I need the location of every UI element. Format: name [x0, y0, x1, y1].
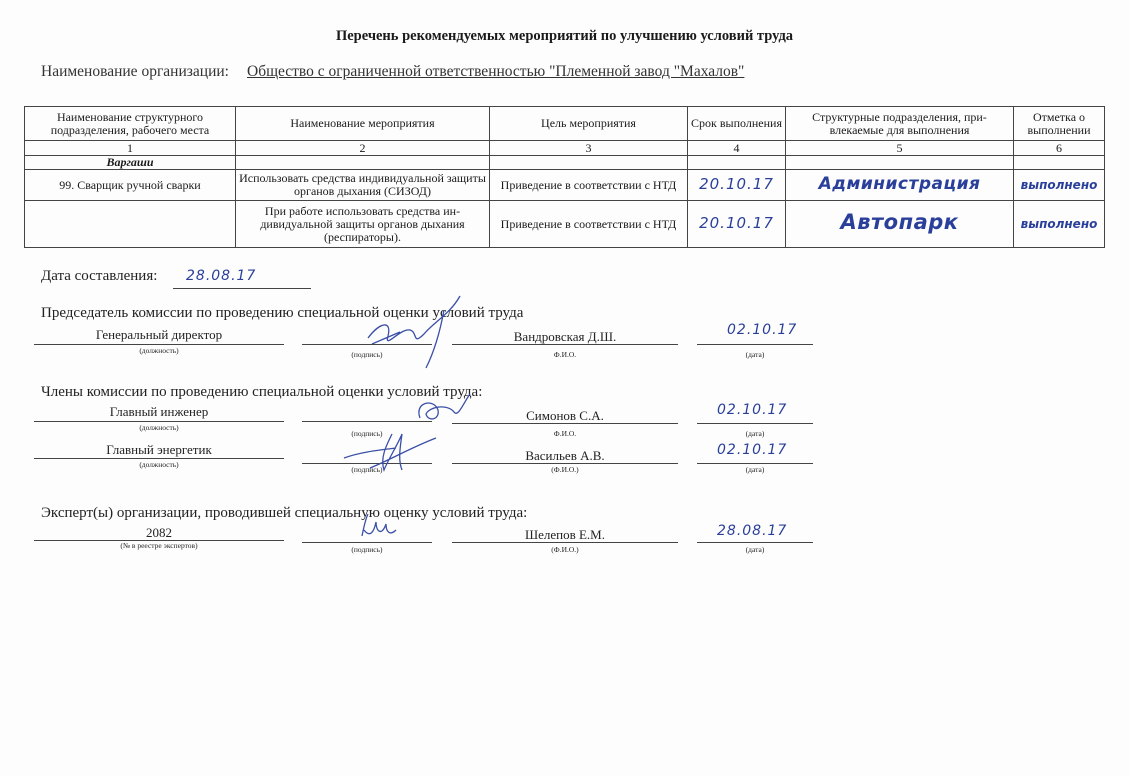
header-departments: Структурные подразделения, при-влекаемые для выполнения [786, 107, 1014, 141]
table-row [25, 201, 1105, 248]
table-row [25, 170, 1105, 201]
caption-position: (должность) [139, 346, 179, 355]
caption-fio: (Ф.И.О.) [551, 465, 579, 474]
caption-registry: (№ в реестре экспертов) [120, 541, 198, 550]
expert-heading: Эксперт(ы) организации, проводившей специальную оценку условий труда: [41, 505, 528, 521]
workplace-cell: 99. Сварщик ручной сварки [25, 170, 236, 201]
members-heading: Члены комиссии по проведению специальной оценки условий труда: [41, 384, 483, 400]
department-row [25, 156, 1105, 170]
document-title: Перечень рекомендуемых мероприятий по улучшению условий труда [335, 28, 794, 44]
chairman-name: Вандровская Д.Ш. [513, 329, 617, 344]
caption-date: (дата) [745, 465, 765, 474]
member-name: Симонов С.А. [526, 408, 604, 423]
org-name: Общество с ограниченной ответственностью "Племенной завод "Махалов" [247, 63, 745, 80]
chairman-position: Генеральный директор [95, 327, 223, 342]
header-goal: Цель мероприятия [490, 107, 688, 141]
goal-cell: Приведение в соответствии с НТД [490, 201, 688, 248]
mark-handwritten: выполнено [1020, 216, 1098, 231]
header-measure: Наименование мероприятия [236, 107, 490, 141]
deadline-handwritten: 20.10.17 [699, 175, 774, 193]
departments-handwritten: Автопарк [840, 210, 959, 234]
column-number: 1 [25, 141, 236, 156]
caption-position: (должность) [139, 423, 179, 432]
column-number: 6 [1014, 141, 1105, 156]
compiled-date-handwritten: 28.08.17 [186, 268, 257, 284]
caption-signature: (подпись) [351, 429, 383, 438]
mark-handwritten: выполнено [1020, 177, 1098, 192]
expert-registry-number: 2082 [146, 525, 172, 540]
caption-signature: (подпись) [351, 545, 383, 554]
caption-fio: Ф.И.О. [553, 429, 577, 438]
member-name: Васильев А.В. [525, 448, 605, 463]
header-deadline: Срок выполнения [688, 107, 786, 141]
caption-signature: (подпись) [351, 350, 383, 359]
member-date-handwritten: 02.10.17 [717, 402, 788, 418]
member-signature-image [340, 430, 440, 475]
column-number: 5 [786, 141, 1014, 156]
compiled-label: Дата составления: [41, 268, 158, 284]
member-position: Главный энергетик [106, 442, 212, 457]
column-number: 4 [688, 141, 786, 156]
deadline-handwritten: 20.10.17 [699, 214, 774, 232]
goal-cell: Приведение в соответствии с НТД [490, 170, 688, 201]
department-name: Варгаши [25, 156, 236, 170]
header-mark: Отметка о выполнении [1014, 107, 1105, 141]
expert-date-handwritten: 28.08.17 [717, 523, 788, 539]
chairman-signature-image [360, 292, 470, 372]
member-position: Главный инженер [109, 404, 209, 419]
expert-signature-image [358, 510, 398, 542]
member-date-handwritten: 02.10.17 [717, 442, 788, 458]
header-workplace: Наименование структурного подразделения, рабочего места [25, 107, 236, 141]
caption-fio: (Ф.И.О.) [551, 545, 579, 554]
caption-date: (дата) [745, 545, 765, 554]
measure-cell: При работе использовать средства ин-дивидуальной защиты органов дыхания (респираторы). [236, 201, 490, 248]
departments-handwritten: Администрация [818, 174, 981, 194]
column-numbers-row [25, 141, 1105, 156]
member-signature-image [414, 392, 474, 432]
caption-date: (дата) [745, 350, 765, 359]
table-header-row [25, 107, 1105, 141]
org-label: Наименование организации: [41, 63, 229, 80]
chairman-date-handwritten: 02.10.17 [727, 322, 798, 338]
caption-fio: Ф.И.О. [553, 350, 577, 359]
caption-signature: (подпись) [351, 465, 383, 474]
expert-name: Шелепов Е.М. [525, 527, 605, 542]
column-number: 3 [490, 141, 688, 156]
workplace-cell [25, 201, 236, 248]
chairman-heading: Председатель комиссии по проведению специальной оценки условий труда [41, 305, 524, 321]
column-number: 2 [236, 141, 490, 156]
compiled-date-line [173, 288, 311, 289]
measures-table [24, 106, 1105, 248]
caption-date: (дата) [745, 429, 765, 438]
measure-cell: Использовать средства индивидуальной защиты органов дыхания (СИЗОД) [236, 170, 490, 201]
caption-position: (должность) [139, 460, 179, 469]
